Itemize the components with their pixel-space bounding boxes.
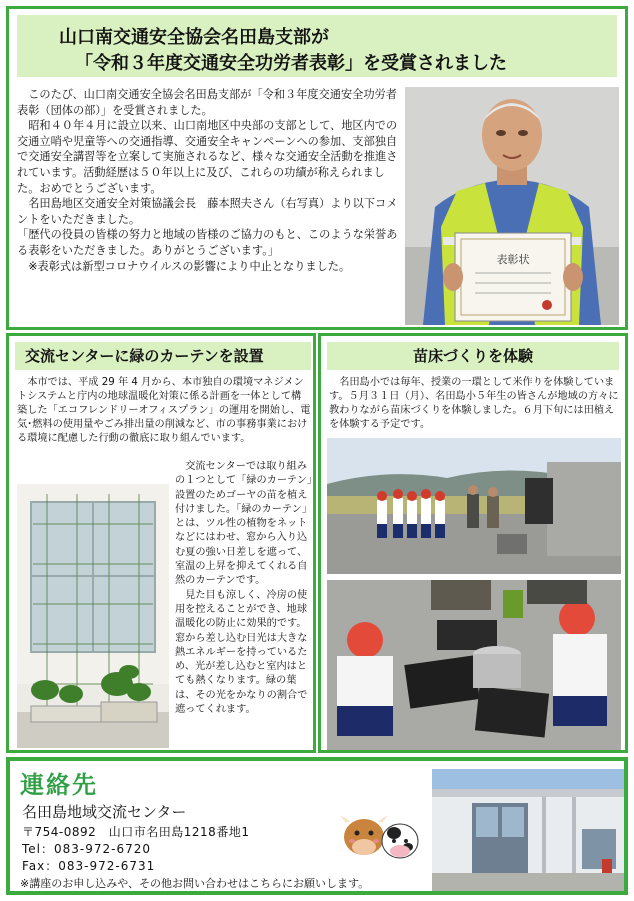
seedbed-planting-photo [327,580,621,750]
seedbed-title: 苗床づくりを体験 [327,342,619,370]
seedbed-intro-text: 名田島小では毎年、授業の一環として米作りを体験しています。５月３１日（月）、名田島小５年生の皆さんが地域の方々に教わりながら苗床づくりを体験しました。６月下旬には田植えを体験する予定です。 [329,377,619,430]
green-curtain-section [6,333,316,753]
community-center-photo [432,769,624,891]
headline-line1: 山口南交通安全協会名田島支部が [59,27,329,48]
award-recipient-photo [405,87,619,325]
contact-phone[interactable]: Tel：083-972-6720 [22,842,152,856]
headline-banner [17,15,617,77]
green-curtain-details [175,460,313,717]
contact-note: ※講座のお申し込みや、その他お問い合わせはこちらにお願いします。 [20,877,370,890]
headline-line2: 「令和３年度交通安全功労者表彰」を受賞されました [75,53,507,74]
seedbed-section [318,333,628,753]
award-note: ※表彰式は新型コロナウイルスの影響により中止となりました。 [28,259,351,273]
seedbed-intro [329,376,621,432]
certificate-title: 表彰状 [496,253,530,266]
green-curtain-paragraph: 見た目も涼しく、冷房の使用を控えることができ、地球温暖化の防止に効果的です。窓から差し込む日光は大きな熱エネルギーを持っているため、光が差し込むと室内はとても熱くなります。緑の葉は、その光をかなりの割合で遮ってくれます。 [175,589,308,716]
award-article-body [17,87,399,274]
green-curtain-photo [17,484,169,748]
green-curtain-intro [17,376,311,446]
green-curtain-title: 交流センターに緑のカーテンを設置 [15,342,311,370]
contact-box [6,757,628,895]
contact-title: 連絡先 [20,771,98,799]
mascot-illustration [336,801,426,867]
award-paragraph: 名田島地区交通安全対策協議会長 藤本照夫さん（右写真）より以下コメントをいただきました。 [17,197,398,226]
award-paragraph: このたび、山口南交通安全協会名田島支部が「令和３年度交通安全功労者表彰（団体の部）」を受賞されました。 [17,88,397,117]
contact-address: 〒754-0892 山口市名田島1218番地1 [22,825,250,839]
award-quote: 「歴代の役員の皆様の努力と地域の皆様のご協力のもと、このような栄誉ある表彰をいただきました。ありがとうございます。」 [17,228,398,257]
contact-fax: Fax：083-972-6731 [22,859,156,873]
contact-center-name: 名田島地域交流センター [22,803,187,821]
seedbed-field-photo [327,438,621,574]
green-curtain-paragraph: 交流センターでは取り組みの１つとして「緑のカーテン」設置のためゴーヤの苗を植え付けました。「緑のカーテン」とは、ツル性の植物をネットなどにはわせ、窓から入り込む夏の強い日差しを遮って、室温の上昇を抑えてくれる自然のカーテンです。 [175,461,313,587]
green-curtain-intro-text: 本市では、平成 29 年 4 月から、本市独自の環境マネジメントシステムと庁内の地球温暖化対策に係る計画を一体として構築した「エコフレンドリーオフィスプラン」の運用を開始し、電気･燃料の使用量やごみ排出量の削減など、市の事務事業における環境に配慮した行動の徹底に取り組んでいます。 [17,377,311,444]
award-paragraph: 昭和４０年４月に設立以来、山口南地区中央部の支部として、地区内での交通立哨や児童等への交通指導、交通安全キャンペーンへの参加、支部独自で交通安全講習等を立案して実施されるなど、様々な交通安全活動を推進されています。活動経歴は５０年以上に及び、これらの功績が称えられました。おめでとうございます。 [17,119,398,195]
award-article [6,6,628,330]
